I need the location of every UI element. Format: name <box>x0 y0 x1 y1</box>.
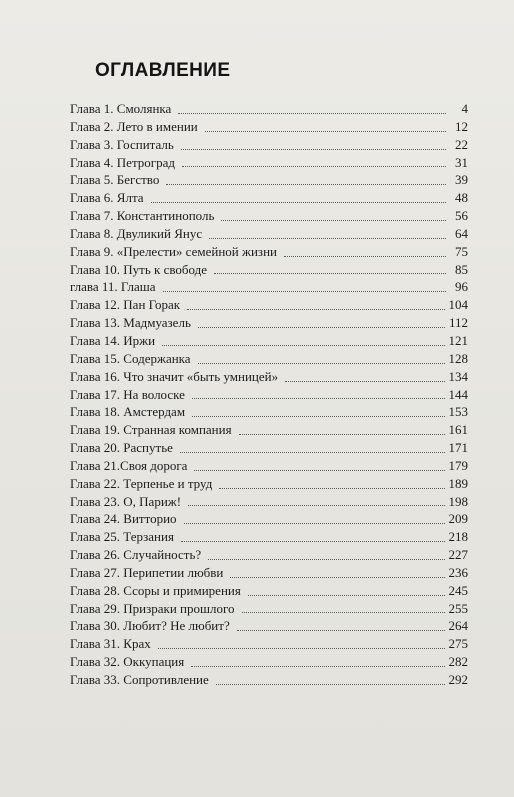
toc-entry-title: Глава 8. Двуликий Янус <box>70 225 203 241</box>
toc-entry-page-number: 104 <box>448 297 468 313</box>
toc-entry-page-number: 128 <box>448 350 468 366</box>
toc-dot-leader <box>158 647 445 649</box>
toc-entry <box>70 154 468 172</box>
toc-entry-page-number: 85 <box>455 261 468 277</box>
toc-entry-title: Глава 3. Госпиталь <box>70 136 174 152</box>
toc-entry-page-number: 112 <box>448 315 468 331</box>
toc-dot-leader <box>194 469 444 471</box>
toc-entry <box>70 368 468 386</box>
toc-entry <box>70 582 468 600</box>
toc-entry <box>70 243 468 261</box>
toc-entry <box>70 600 468 618</box>
toc-dot-leader <box>239 433 445 435</box>
toc-entry-title: Глава 27. Перипетии любви <box>70 564 224 580</box>
toc-entry-page-number: 48 <box>455 190 468 206</box>
toc-dot-leader <box>192 397 445 399</box>
toc-entry-page-number: 4 <box>461 101 468 116</box>
toc-dot-leader <box>230 576 444 578</box>
toc-dot-leader <box>192 415 444 417</box>
toc-entry-title: Глава 22. Терпенье и труд <box>70 475 213 491</box>
toc-entry-page-number: 264 <box>448 618 468 634</box>
toc-dot-leader <box>163 290 446 292</box>
toc-dot-leader <box>216 683 445 685</box>
toc-dot-leader <box>209 237 446 239</box>
toc-dot-leader <box>285 380 444 382</box>
toc-entry <box>70 278 468 296</box>
toc-dot-leader <box>181 148 446 150</box>
toc-entry-page-number: 189 <box>448 475 468 491</box>
toc-entry-page-number: 218 <box>448 529 468 545</box>
toc-entry-title: глава 11. Глаша <box>70 279 156 295</box>
toc-entry-title: Глава 25. Терзания <box>70 529 174 545</box>
toc-entry <box>70 171 468 189</box>
toc-entry-page-number: 144 <box>448 386 468 402</box>
toc-entry <box>70 136 468 154</box>
toc-entry-page-number: 209 <box>448 511 468 527</box>
toc-entry-page-number: 161 <box>448 422 468 438</box>
toc-dot-leader <box>188 504 444 506</box>
toc-entry-title: Глава 14. Иржи <box>70 332 156 348</box>
toc-dot-leader <box>166 183 446 185</box>
toc-entry <box>70 332 468 350</box>
toc-dot-leader <box>182 165 446 167</box>
toc-entry-title: Глава 28. Ссоры и примирения <box>70 582 241 598</box>
toc-entry-page-number: 153 <box>448 404 468 420</box>
toc-entry-title: Глава 4. Петроград <box>70 154 175 170</box>
toc-entry <box>70 403 468 421</box>
toc-dot-leader <box>205 130 446 132</box>
toc-entry-title: Глава 13. Мадмуазель <box>70 315 191 331</box>
table-of-contents <box>70 100 468 689</box>
toc-entry <box>70 653 468 671</box>
toc-dot-leader <box>208 558 444 560</box>
toc-entry-page-number: 282 <box>448 654 468 670</box>
toc-entry-page-number: 255 <box>448 600 468 616</box>
toc-dot-leader <box>221 219 446 221</box>
toc-entry-title: Глава 16. Что значит «быть умницей» <box>70 368 279 384</box>
toc-entry-title: Глава 20. Распутье <box>70 440 173 456</box>
toc-entry-title: Глава 21.Своя дорога <box>70 457 188 473</box>
toc-entry <box>70 207 468 225</box>
toc-entry-page-number: 179 <box>448 457 468 473</box>
toc-entry <box>70 314 468 332</box>
toc-entry <box>70 617 468 635</box>
toc-dot-leader <box>178 112 446 114</box>
toc-entry <box>70 564 468 582</box>
toc-entry-page-number: 75 <box>455 243 468 259</box>
toc-entry-page-number: 64 <box>455 225 468 241</box>
toc-dot-leader <box>198 362 445 364</box>
toc-entry <box>70 350 468 368</box>
toc-entry <box>70 100 468 118</box>
toc-dot-leader <box>284 255 446 257</box>
toc-entry-page-number: 198 <box>448 493 468 509</box>
toc-entry <box>70 296 468 314</box>
toc-dot-leader <box>242 611 445 613</box>
toc-entry-title: Глава 18. Амстердам <box>70 404 186 420</box>
toc-entry-title: Глава 10. Путь к свободе <box>70 261 208 277</box>
toc-heading: ОГЛАВЛЕНИЕ <box>95 60 231 81</box>
toc-entry-title: Глава 9. «Прелести» семейной жизни <box>70 243 277 259</box>
toc-entry-title: Глава 19. Странная компания <box>70 422 232 438</box>
toc-entry-title: Глава 26. Случайность? <box>70 547 202 563</box>
toc-dot-leader <box>191 665 444 667</box>
toc-entry <box>70 386 468 404</box>
toc-entry-page-number: 245 <box>448 582 468 598</box>
toc-entry <box>70 457 468 475</box>
toc-entry-title: Глава 31. Крах <box>70 636 151 652</box>
toc-entry-title: Глава 24. Витторио <box>70 511 177 527</box>
toc-entry <box>70 546 468 564</box>
toc-entry-page-number: 96 <box>455 279 468 295</box>
toc-entry-page-number: 275 <box>448 636 468 652</box>
toc-entry-page-number: 39 <box>455 172 468 188</box>
toc-entry-page-number: 227 <box>448 547 468 563</box>
toc-entry-title: Глава 5. Бегство <box>70 172 160 188</box>
toc-entry-page-number: 121 <box>448 332 468 348</box>
toc-entry-title: Глава 2. Лето в имении <box>70 118 198 134</box>
toc-entry-page-number: 292 <box>448 672 468 687</box>
toc-entry-title: Глава 7. Константинополь <box>70 208 215 224</box>
toc-dot-leader <box>181 540 445 542</box>
toc-entry <box>70 493 468 511</box>
toc-entry-title: Глава 30. Любит? Не любит? <box>70 618 230 634</box>
toc-entry-title: Глава 23. О, Париж! <box>70 493 182 509</box>
toc-dot-leader <box>237 629 445 631</box>
toc-entry-title: Глава 12. Пан Горак <box>70 297 181 313</box>
toc-entry-title: Глава 1. Смолянка <box>70 101 172 116</box>
toc-entry-title: Глава 15. Содержанка <box>70 350 191 366</box>
toc-entry <box>70 635 468 653</box>
toc-entry-title: Глава 17. На волоске <box>70 386 185 402</box>
toc-entry <box>70 671 468 689</box>
toc-entry <box>70 421 468 439</box>
toc-entry <box>70 225 468 243</box>
toc-entry-page-number: 56 <box>455 208 468 224</box>
toc-entry-page-number: 22 <box>455 136 468 152</box>
toc-dot-leader <box>184 522 445 524</box>
toc-dot-leader <box>198 326 445 328</box>
toc-entry-title: Глава 29. Призраки прошлого <box>70 600 235 616</box>
toc-dot-leader <box>151 201 446 203</box>
toc-dot-leader <box>214 272 446 274</box>
toc-entry <box>70 261 468 279</box>
toc-entry <box>70 510 468 528</box>
toc-entry-title: Глава 32. Оккупация <box>70 654 185 670</box>
toc-dot-leader <box>162 344 444 346</box>
toc-entry-page-number: 134 <box>448 368 468 384</box>
toc-entry-page-number: 171 <box>448 440 468 456</box>
toc-entry-page-number: 12 <box>455 118 468 134</box>
toc-dot-leader <box>187 308 444 310</box>
toc-entry <box>70 475 468 493</box>
toc-entry <box>70 118 468 136</box>
toc-entry <box>70 189 468 207</box>
toc-dot-leader <box>248 594 445 596</box>
toc-entry-page-number: 236 <box>448 564 468 580</box>
toc-entry <box>70 439 468 457</box>
toc-dot-leader <box>219 487 444 489</box>
toc-dot-leader <box>180 451 445 453</box>
toc-entry-title: Глава 6. Ялта <box>70 190 144 206</box>
toc-entry-title: Глава 33. Сопротивление <box>70 672 209 687</box>
toc-entry <box>70 528 468 546</box>
toc-entry-page-number: 31 <box>455 154 468 170</box>
